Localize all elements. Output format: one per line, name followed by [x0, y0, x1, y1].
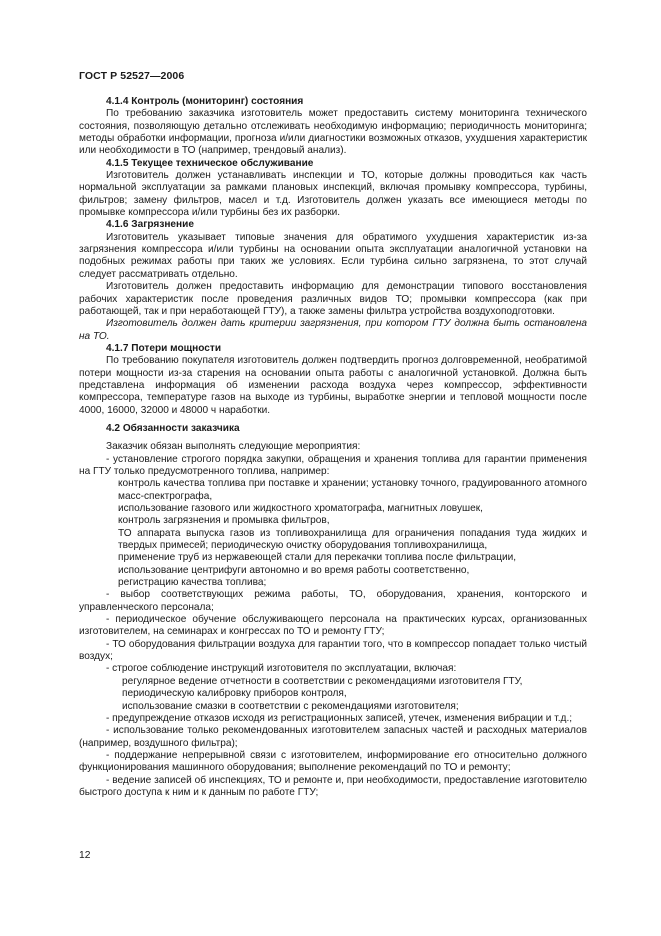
- list-subitem: использование смазки в соответствии с рекомендациями изготовителя;: [122, 700, 459, 712]
- section-heading: 4.1.4 Контроль (мониторинг) состояния: [106, 96, 304, 107]
- section-heading: 4.1.7 Потери мощности: [106, 342, 222, 354]
- list-subitem: контроль загрязнения и промывка фильтров,: [118, 515, 330, 527]
- list-subitem: использование центрифуги автономно и во время работы соответственно,: [118, 564, 470, 576]
- paragraph: Изготовитель должен предоставить информацию для демонстрации типового восстановления рабочих характеристик после проведения различных видов ТО; промывки компрессора (как при работающей, так и при неработающей ГТУ), а также замены фильтра устройства воздухоподготовки.: [79, 281, 587, 317]
- paragraph: - выбор соответствующих режима работы, ТО, оборудования, хранения, конторского и управленческого персонала;: [79, 589, 587, 613]
- section-heading: 4.1.5 Текущее техническое обслуживание: [106, 157, 314, 169]
- list-subitem: контроль качества топлива при поставке и хранении; установку точного, градуированного атомного масс-спектрографа,: [118, 478, 587, 502]
- paragraph: - использование только рекомендованных изготовителем запасных частей и расходных материалов (например, воздушного фильтра);: [79, 725, 587, 749]
- paragraph: По требованию заказчика изготовитель может предоставить систему мониторинга технического состояния, позволяющую детально отслеживать необходимую информацию; периодичность мониторинга; методы обработки информации, прогноза и/или диагностики возможных отказов, ухудшения характеристик или необходимости в ТО (например, трендовый анализ).: [79, 108, 587, 157]
- paragraph: Изготовитель должен устанавливать инспекции и ТО, которые должны проводиться как часть нормальной эксплуатации за рамками плановых инспекций, включая промывку компрессора, турбины, фильтров; замену фильтров, масел и т.д. Изготовитель должен указать все имеющиеся методы по промывке компрессора и/или турбины без их разборки.: [79, 170, 587, 219]
- section-heading: 4.1.6 Загрязнение: [106, 219, 194, 231]
- paragraph: - строгое соблюдение инструкций изготовителя по эксплуатации, включая:: [106, 663, 457, 675]
- list-subitem: использование газового или жидкостного хроматографа, магнитных ловушек,: [118, 503, 483, 514]
- paragraph: Заказчик обязан выполнять следующие мероприятия:: [106, 441, 361, 453]
- section-heading: 4.2 Обязанности заказчика: [106, 422, 240, 434]
- italic-note: Изготовитель должен дать критерии загрязнения, при котором ГТУ должна быть остановлена на ТО.: [79, 318, 587, 342]
- paragraph: - ТО оборудования фильтрации воздуха для гарантии того, что в компрессор попадает только чистый воздух;: [79, 638, 587, 663]
- list-subitem: ТО аппарата выпуска газов из топливохранилища для ограничения попадания туда жидких и твердых примесей; периодическую очистку оборудования топливохранилища,: [118, 527, 587, 552]
- paragraph: - периодическое обучение обслуживающего персонала на практических курсах, организованных изготовителем, на семинарах и конгрессах по ТО и ремонту ГТУ;: [79, 614, 587, 638]
- list-subitem: применение труб из нержавеющей стали для перекачки топлива после фильтрации,: [118, 552, 517, 564]
- paragraph: - поддержание непрерывной связи с изготовителем, информирование его относительно должного функционирования машинного оборудования; выполнение рекомендаций по ТО и ремонту;: [79, 749, 587, 774]
- page-number: 12: [79, 850, 91, 861]
- paragraph: По требованию покупателя изготовитель должен подтвердить прогноз долговременной, необратимой потери мощности из-за старения на основании опыта работы с аналогичной установкой. Должна быть представлена информация об изменении расхода воздуха через компрессор, эффективности компрессора, температуре газов на выходе из турбины, выработке энергии и тепловой мощности после 4000, 16000, 32000 и 48000 ч наработки.: [79, 355, 587, 416]
- paragraph: - установление строгого порядка закупки, обращения и хранения топлива для гарантии применения на ГТУ только предусмотренного топлива, например:: [79, 453, 587, 477]
- paragraph: Изготовитель указывает типовые значения для обратимого ухудшения характеристик из-за загрязнения компрессора и/или турбины на основании опыта эксплуатации аналогичной установки на подобных режимах работы при таких же условиях. Если турбина сильно загрязнена, то этот случай следует рассматривать отдельно.: [79, 231, 587, 280]
- document-body: [79, 96, 587, 799]
- paragraph: - предупреждение отказов исходя из регистрационных записей, утечек, изменения вибрации и т.д.;: [106, 712, 573, 724]
- list-subitem: регистрацию качества топлива;: [118, 577, 267, 589]
- list-subitem: периодическую калибровку приборов контроля,: [122, 688, 347, 700]
- paragraph: - ведение записей об инспекциях, ТО и ремонте и, при необходимости, предоставление изготовителю быстрого доступа к ним и к данным по работе ГТУ;: [79, 774, 587, 798]
- document-header: ГОСТ Р 52527—2006: [79, 70, 185, 82]
- list-subitem: регулярное ведение отчетности в соответствии с рекомендациями изготовителя ГТУ,: [122, 675, 523, 687]
